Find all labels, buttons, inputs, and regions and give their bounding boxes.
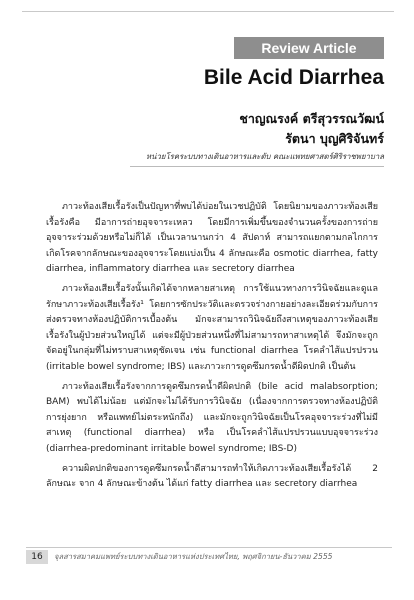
page-number: 16 [26, 550, 48, 564]
article-body [46, 200, 378, 497]
paragraph: ภาวะท้องเสียเรื้อรังจากการดูดซึมกรดน้ำดีผิดปกติ (bile acid malabsorption; BAM) พบได้ไม่น้อย แต่มักจะไม่ได้รับการวินิจฉัย (เนื่องจากการตรวจทางห้องปฏิบัติการยุ่งยาก หรือแพทย์ไม่ตระหนักถึง) และมักจะถูกวินิจฉัยเป็นโรคอุจจาระร่วงที่ไม่มีสาเหตุ (functional diarrhea) หรือ เป็นโรคลำไส้แปรปรวนแบบอุจจาระร่วง (diarrhea-predominant irritable bowel syndrome; IBS-D) [46, 381, 378, 454]
footer-rule [26, 547, 392, 548]
top-rule [22, 11, 394, 12]
article-title: Bile Acid Diarrhea [203, 66, 384, 89]
journal-footer: จุลสารสมาคมแพทย์ระบบทางเดินอาหารแห่งประเทศไทย, พฤศจิกายน-ธันวาคม 2555 [54, 552, 333, 561]
section-label: Review Article [234, 37, 384, 59]
paragraph: ภาวะท้องเสียเรื้อรังนั้นเกิดได้จากหลายสาเหตุ การใช้แนวทางการวินิจฉัยและดูแลรักษาภาวะท้องเสียเรื้อรัง¹ โดยการซักประวัติและตรวจร่างกายอย่างละเอียดร่วมกับการส่งตรวจทางห้องปฏิบัติการเบื้องต้น มักจะสามารถวินิจฉัยถึงสาเหตุของภาวะท้องเสียเรื้อรังในผู้ป่วยส่วนใหญ่ได้ แต่จะมีผู้ป่วยส่วนหนึ่งที่ไม่สามารถหาสาเหตุได้ จึงมักจะถูกจัดอยู่ในกลุ่มที่ไม่ทราบสาเหตุชัดเจน เช่น functional diarrhea โรคลำไส้แปรปรวน (irritable bowel syndrome; IBS) และภาวะการดูดซึมกรดน้ำดีผิดปกติ เป็นต้น [46, 283, 378, 372]
author-name: ชาญณรงค์ ตรีสุวรรณวัฒน์ [239, 111, 384, 126]
author-block [22, 109, 384, 149]
author-name: รัตนา บุญศิริจันทร์ [285, 131, 384, 146]
paragraph: ความผิดปกติของการดูดซึมกรดน้ำดีสามารถทำให้เกิดภาวะท้องเสียเรื้อรังได้ 2 ลักษณะ จาก 4 ลักษณะข้างต้น ได้แก่ fatty diarrhea และ secretory diarrhea [46, 463, 378, 490]
affiliation: หน่วยโรคระบบทางเดินอาหารและตับ คณะแพทยศาสตร์ศิริราชพยาบาล [146, 152, 384, 161]
paragraph: ภาวะท้องเสียเรื้อรังเป็นปัญหาที่พบได้บ่อยในเวชปฏิบัติ โดยนิยามของภาวะท้องเสียเรื้อรังคือ มีอาการถ่ายอุจจาระเหลว โดยมีการเพิ่มขึ้นของจำนวนครั้งของการถ่ายอุจจาระร่วมด้วยหรือไม่ก็ได้ เป็นเวลานานกว่า 4 สัปดาห์ สามารถแยกตามกลไกการเกิดโรคจากลักษณะของอุจจาระโดยแบ่งเป็น 4 ลักษณะคือ osmotic diarrhea, fatty diarrhea, inflammatory diarrhea และ secretory diarrhea [46, 202, 378, 275]
divider [130, 166, 384, 167]
